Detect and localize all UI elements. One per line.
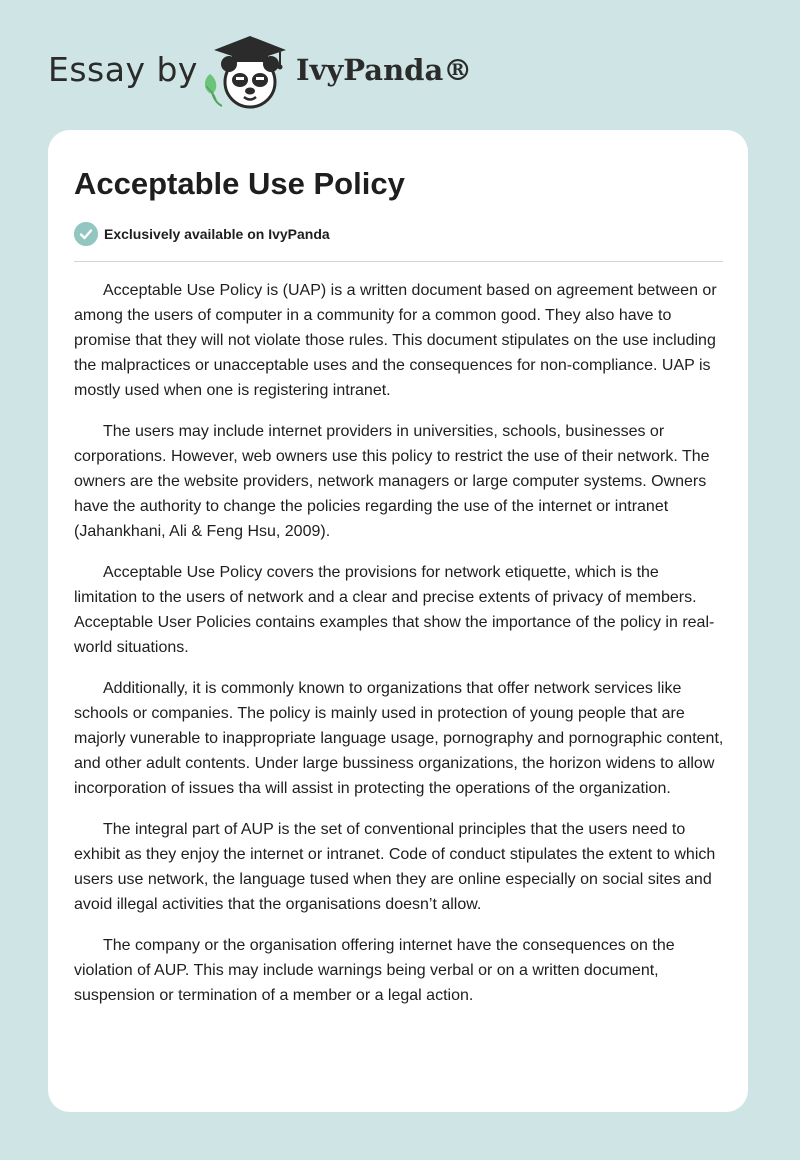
ivypanda-logo-icon[interactable] <box>200 34 292 110</box>
exclusive-badge-label: Exclusively available on IvyPanda <box>104 226 330 242</box>
exclusive-badge <box>74 222 330 246</box>
essay-by-label: Essay by <box>48 50 198 89</box>
essay-paragraph: The company or the organisation offering internet have the consequences on the violation of AUP. This may include warnings being verbal or on a written document, suspension or termination of a member or a legal action. <box>74 937 675 1004</box>
essay-body <box>74 278 726 1024</box>
title-divider <box>74 261 723 262</box>
essay-paragraph: Acceptable Use Policy is (UAP) is a written document based on agreement between or among the users of computer in a community for a common good. They also have to promise that they will not violate those rules. This document stipulates on the use including the malpractices or unacceptable uses and the consequences for non-compliance. UAP is mostly used when one is registering intranet. <box>74 282 717 399</box>
essay-paragraph: The integral part of AUP is the set of conventional principles that the users need to exhibit as they enjoy the internet or intranet. Code of conduct stipulates the extent to which users use network, the language tused when they are online especially on social sites and avoid illegal activities that the organisations doesn’t allow. <box>74 821 716 913</box>
check-circle-icon <box>74 222 98 246</box>
page-title: Acceptable Use Policy <box>74 166 405 201</box>
essay-paragraph: Acceptable Use Policy covers the provisions for network etiquette, which is the limitation to the users of network and a clear and precise extents of privacy of members. Acceptable User Policies contains examples that show the importance of the policy in real-world situations. <box>74 564 715 656</box>
essay-card <box>48 130 748 1112</box>
essay-paragraph: Additionally, it is commonly known to organizations that offer network services like schools or companies. The policy is mainly used in protection of young people that are majorly vunerable to inappropriate language usage, pornography and pornographic content, and other adult contents. Under large bussiness organizations, the horizon widens to allow incorporation of issues tha will assist in protecting the operations of the organization. <box>74 680 724 797</box>
site-header <box>0 0 800 130</box>
essay-paragraph: The users may include internet providers in universities, schools, businesses or corporations. However, web owners use this policy to restrict the use of their network. The owners are the website providers, network managers or large computer systems. Owners have the authority to change the policies regarding the use of the internet or intranet (Jahankhani, Ali & Feng Hsu, 2009). <box>74 423 710 540</box>
ivypanda-brand-name[interactable]: IvyPanda® <box>296 53 473 87</box>
